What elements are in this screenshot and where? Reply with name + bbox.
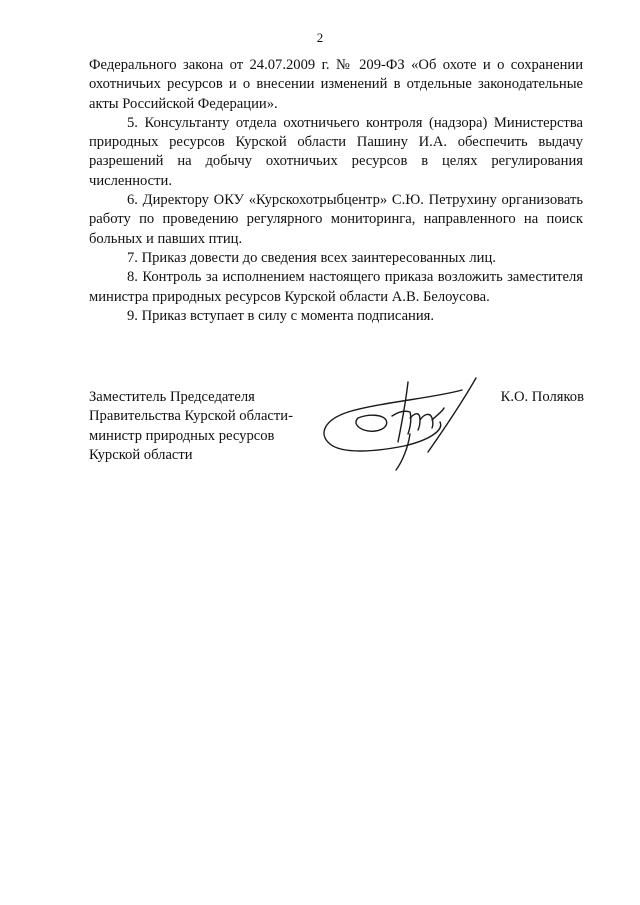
signature-block: [0, 372, 640, 482]
paragraph-continuation: Федерального закона от 24.07.2009 г. № 209-ФЗ «Об охоте и о сохранении охотничьих ресурсов и о внесении изменений в отдельные законодательные акты Российской Федерации».: [89, 57, 583, 112]
page-number: 2: [316, 30, 324, 45]
paragraph-item-7: 7. Приказ довести до сведения всех заинтересованных лиц.: [127, 249, 496, 266]
signatory-title-line: Заместитель Председателя: [89, 389, 255, 405]
paragraph-item-9: 9. Приказ вступает в силу с момента подписания.: [127, 307, 435, 324]
signatory-title-line: Правительства Курской области-: [89, 408, 293, 425]
signatory-title-line: Курской области: [89, 446, 193, 463]
signatory-title-line: министр природных ресурсов: [89, 427, 275, 444]
paragraph-item-8: 8. Контроль за исполнением настоящего приказа возложить заместителя министра природных ресурсов Курской области А.В. Белоусова.: [89, 269, 583, 305]
handwritten-signature: [312, 372, 502, 472]
signatory-title: [89, 388, 329, 465]
paragraph-item-5: 5. Консультанту отдела охотничьего контроля (надзора) Министерства природных ресурсов Курской области Пашину И.А. обеспечить выдачу разрешений на добычу охотничьих ресурсов в целях регулирования численности.: [89, 114, 583, 189]
paragraph-item-6: 6. Директору ОКУ «Курскохотрыбцентр» С.Ю. Петрухину организовать работу по проведению регулярного мониторинга, направленного на поиск больных и павших птиц.: [89, 192, 583, 247]
signatory-name: К.О. Поляков: [500, 389, 584, 405]
document-body: [89, 56, 583, 326]
